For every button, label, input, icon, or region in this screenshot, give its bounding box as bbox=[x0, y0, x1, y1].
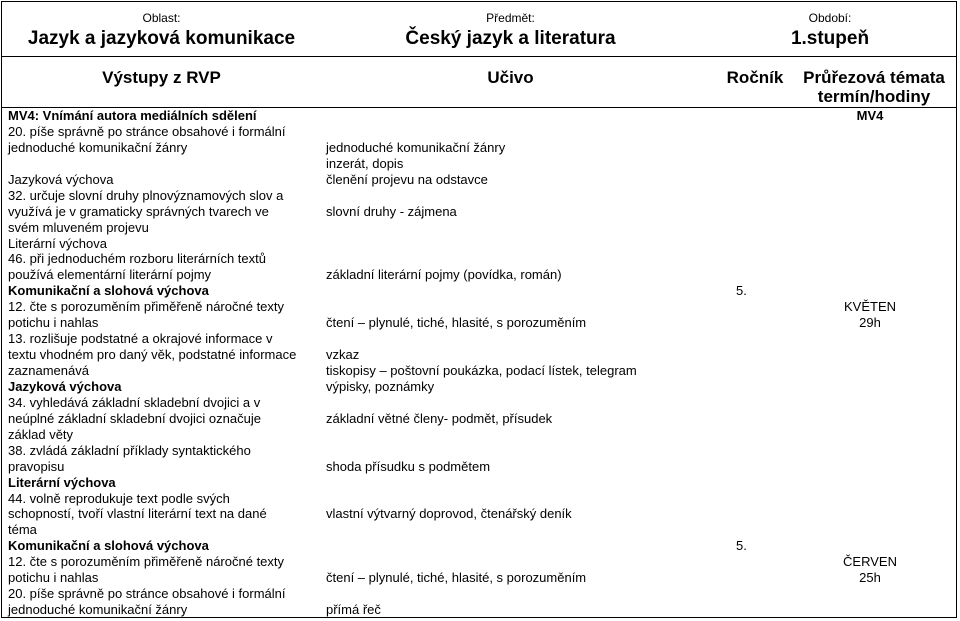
ucivo-line bbox=[326, 220, 706, 236]
rocnik-line bbox=[736, 347, 776, 363]
vystupy-line: Literární výchova bbox=[8, 235, 107, 251]
rocnik-line bbox=[736, 315, 776, 331]
ucivo-line bbox=[326, 124, 706, 140]
vystupy-line: zaznamenává bbox=[8, 363, 89, 378]
rocnik-line: 5. bbox=[736, 538, 747, 554]
vystupy-column bbox=[8, 108, 328, 618]
prurezova-line bbox=[800, 267, 940, 283]
prurezova-line: KVĚTEN bbox=[843, 299, 896, 315]
ucivo-line: jednoduché komunikační žánry bbox=[326, 139, 506, 155]
vystupy-line: textu vhodném pro daný věk, podstatné informace bbox=[8, 347, 297, 363]
vystupy-line: pravopisu bbox=[8, 458, 65, 474]
vystupy-line: 20. píše správně po stránce obsahové i formální bbox=[8, 586, 286, 602]
ucivo-line bbox=[326, 475, 706, 491]
oblast-value: Jazyk a jazyková komunikace bbox=[27, 28, 296, 49]
prurezova-line bbox=[800, 140, 940, 156]
prurezova-line bbox=[800, 331, 940, 347]
prurezova-line bbox=[800, 538, 940, 554]
rocnik-line bbox=[736, 395, 776, 411]
vystupy-line: jednoduché komunikační žánry bbox=[8, 139, 188, 155]
prurezova-line bbox=[800, 347, 940, 363]
ucivo-line bbox=[326, 586, 706, 602]
vystupy-line: 44. volně reprodukuje text podle svých bbox=[8, 490, 230, 506]
ucivo-line: inzerát, dopis bbox=[326, 155, 404, 171]
vystupy-line: základ věty bbox=[8, 426, 74, 442]
ucivo-line bbox=[326, 299, 706, 315]
ucivo-line bbox=[326, 283, 706, 299]
rocnik-line bbox=[736, 506, 776, 522]
ucivo-line bbox=[326, 108, 706, 124]
ucivo-line: čtení – plynulé, tiché, hlasité, s porozuměním bbox=[326, 315, 587, 331]
vystupy-line: 12. čte s porozuměním přiměřeně náročné texty bbox=[8, 554, 285, 570]
prurezova-line bbox=[800, 411, 940, 427]
vystupy-line: 46. při jednoduchém rozboru literárních textů bbox=[8, 251, 266, 267]
rocnik-line bbox=[736, 188, 776, 204]
column-header-ucivo: Učivo bbox=[487, 68, 534, 87]
prurezova-line bbox=[800, 427, 940, 443]
prurezova-line bbox=[800, 522, 940, 538]
rocnik-line bbox=[736, 299, 776, 315]
prurezova-line bbox=[800, 236, 940, 252]
prurezova-line: MV4 bbox=[856, 108, 884, 123]
prurezova-line bbox=[800, 124, 940, 140]
prurezova-line bbox=[800, 172, 940, 188]
vystupy-line: 32. určuje slovní druhy plnovýznamových slov a bbox=[8, 187, 284, 203]
column-header-prurezova: Průřezová témata bbox=[803, 68, 945, 87]
vystupy-line: MV4: Vnímání autora mediálních sdělení bbox=[8, 108, 257, 123]
ucivo-line: shoda přísudku s podmětem bbox=[326, 458, 491, 474]
rocnik-line bbox=[736, 172, 776, 188]
prurezova-line bbox=[800, 459, 940, 475]
rocnik-line bbox=[736, 570, 776, 586]
predmet-value: Český jazyk a literatura bbox=[405, 28, 616, 49]
prurezova-line bbox=[800, 602, 940, 618]
ucivo-line: základní větné členy- podmět, přísudek bbox=[326, 410, 553, 426]
rocnik-line bbox=[736, 108, 776, 124]
header-divider bbox=[1, 56, 957, 57]
prurezova-line bbox=[800, 220, 940, 236]
prurezova-line bbox=[800, 491, 940, 507]
rocnik-line bbox=[736, 554, 776, 570]
ucivo-line: základní literární pojmy (povídka, román) bbox=[326, 267, 562, 283]
ucivo-line bbox=[326, 188, 706, 204]
ucivo-line: vzkaz bbox=[326, 347, 360, 363]
vystupy-line: potichu i nahlas bbox=[8, 315, 99, 331]
prurezova-line bbox=[800, 188, 940, 204]
ucivo-column bbox=[326, 108, 706, 618]
prurezova-line bbox=[800, 363, 940, 379]
ucivo-line bbox=[326, 236, 706, 252]
rocnik-line bbox=[736, 411, 776, 427]
vystupy-line: schopností, tvoří vlastní literární text na dané bbox=[8, 506, 267, 522]
vystupy-line: téma bbox=[8, 522, 37, 538]
rocnik-line bbox=[736, 331, 776, 347]
vystupy-line: Jazyková výchova bbox=[8, 378, 122, 394]
vystupy-line bbox=[8, 156, 328, 172]
ucivo-line bbox=[326, 251, 706, 267]
prurezova-line bbox=[800, 475, 940, 491]
vystupy-line: Literární výchova bbox=[8, 474, 116, 490]
vystupy-line: využívá je v gramaticky správných tvarech ve bbox=[8, 203, 269, 219]
column-header-rocnik: Ročník bbox=[726, 68, 784, 87]
prurezova-line bbox=[800, 395, 940, 411]
vystupy-line: 34. vyhledává základní skladební dvojici a v bbox=[8, 394, 261, 410]
vystupy-line: neúplné základní skladební dvojici označuje bbox=[8, 410, 261, 426]
ucivo-line bbox=[326, 395, 706, 411]
obdobi-value: 1.stupeň bbox=[790, 28, 870, 49]
rocnik-line bbox=[736, 124, 776, 140]
prurezova-line bbox=[800, 251, 940, 267]
rocnik-line bbox=[736, 443, 776, 459]
rocnik-column bbox=[736, 108, 776, 618]
rocnik-line bbox=[736, 236, 776, 252]
ucivo-line: čtení – plynulé, tiché, hlasité, s porozuměním bbox=[326, 570, 587, 586]
predmet-label: Předmět: bbox=[486, 11, 535, 25]
rocnik-line bbox=[736, 379, 776, 395]
obdobi-label: Období: bbox=[808, 11, 852, 25]
rocnik-line bbox=[736, 220, 776, 236]
vystupy-line: svém mluveném projevu bbox=[8, 219, 149, 235]
vystupy-line: 20. píše správně po stránce obsahové i formální bbox=[8, 123, 286, 139]
ucivo-line: přímá řeč bbox=[326, 602, 381, 618]
rocnik-line bbox=[736, 522, 776, 538]
vystupy-line: 13. rozlišuje podstatné a okrajové informace v bbox=[8, 331, 273, 347]
prurezova-line bbox=[800, 506, 940, 522]
column-header-termin: termín/hodiny bbox=[817, 87, 931, 106]
rocnik-line bbox=[736, 267, 776, 283]
prurezova-line bbox=[800, 204, 940, 220]
prurezova-line bbox=[800, 283, 940, 299]
oblast-label: Oblast: bbox=[142, 11, 181, 25]
ucivo-line: slovní druhy - zájmena bbox=[326, 203, 457, 219]
rocnik-line bbox=[736, 204, 776, 220]
ucivo-line bbox=[326, 538, 706, 554]
vystupy-line: Komunikační a slohová výchova bbox=[8, 283, 209, 299]
prurezova-line bbox=[800, 156, 940, 172]
rocnik-line bbox=[736, 363, 776, 379]
prurezova-line: 25h bbox=[859, 570, 881, 586]
prurezova-line bbox=[800, 443, 940, 459]
vystupy-line: 38. zvládá základní příklady syntaktického bbox=[8, 442, 251, 458]
vystupy-line: Komunikační a slohová výchova bbox=[8, 538, 209, 554]
ucivo-line: členění projevu na odstavce bbox=[326, 171, 488, 187]
rocnik-line bbox=[736, 459, 776, 475]
vystupy-line: Jazyková výchova bbox=[8, 171, 114, 187]
ucivo-line: tiskopisy – poštovní poukázka, podací lístek, telegram bbox=[326, 363, 637, 378]
prurezova-line bbox=[800, 379, 940, 395]
vystupy-line: jednoduché komunikační žánry bbox=[8, 602, 188, 618]
ucivo-line: výpisky, poznámky bbox=[326, 378, 435, 394]
ucivo-line bbox=[326, 491, 706, 507]
prurezova-line: 29h bbox=[859, 315, 881, 331]
vystupy-line: používá elementární literární pojmy bbox=[8, 267, 212, 283]
ucivo-line bbox=[326, 522, 706, 538]
rocnik-line bbox=[736, 156, 776, 172]
ucivo-line bbox=[326, 331, 706, 347]
vystupy-line: potichu i nahlas bbox=[8, 570, 99, 586]
rocnik-line bbox=[736, 586, 776, 602]
ucivo-line bbox=[326, 427, 706, 443]
rocnik-line bbox=[736, 251, 776, 267]
prurezova-line: ČERVEN bbox=[843, 554, 897, 570]
ucivo-line: vlastní výtvarný doprovod, čtenářský deník bbox=[326, 506, 572, 522]
vystupy-line: 12. čte s porozuměním přiměřeně náročné texty bbox=[8, 299, 285, 315]
rocnik-line bbox=[736, 602, 776, 618]
column-header-vystupy: Výstupy z RVP bbox=[102, 68, 221, 87]
rocnik-line bbox=[736, 427, 776, 443]
rocnik-line bbox=[736, 491, 776, 507]
ucivo-line bbox=[326, 554, 706, 570]
rocnik-line bbox=[736, 140, 776, 156]
rocnik-line: 5. bbox=[736, 283, 747, 299]
prurezova-column bbox=[800, 108, 940, 618]
rocnik-line bbox=[736, 475, 776, 491]
prurezova-line bbox=[800, 586, 940, 602]
ucivo-line bbox=[326, 443, 706, 459]
